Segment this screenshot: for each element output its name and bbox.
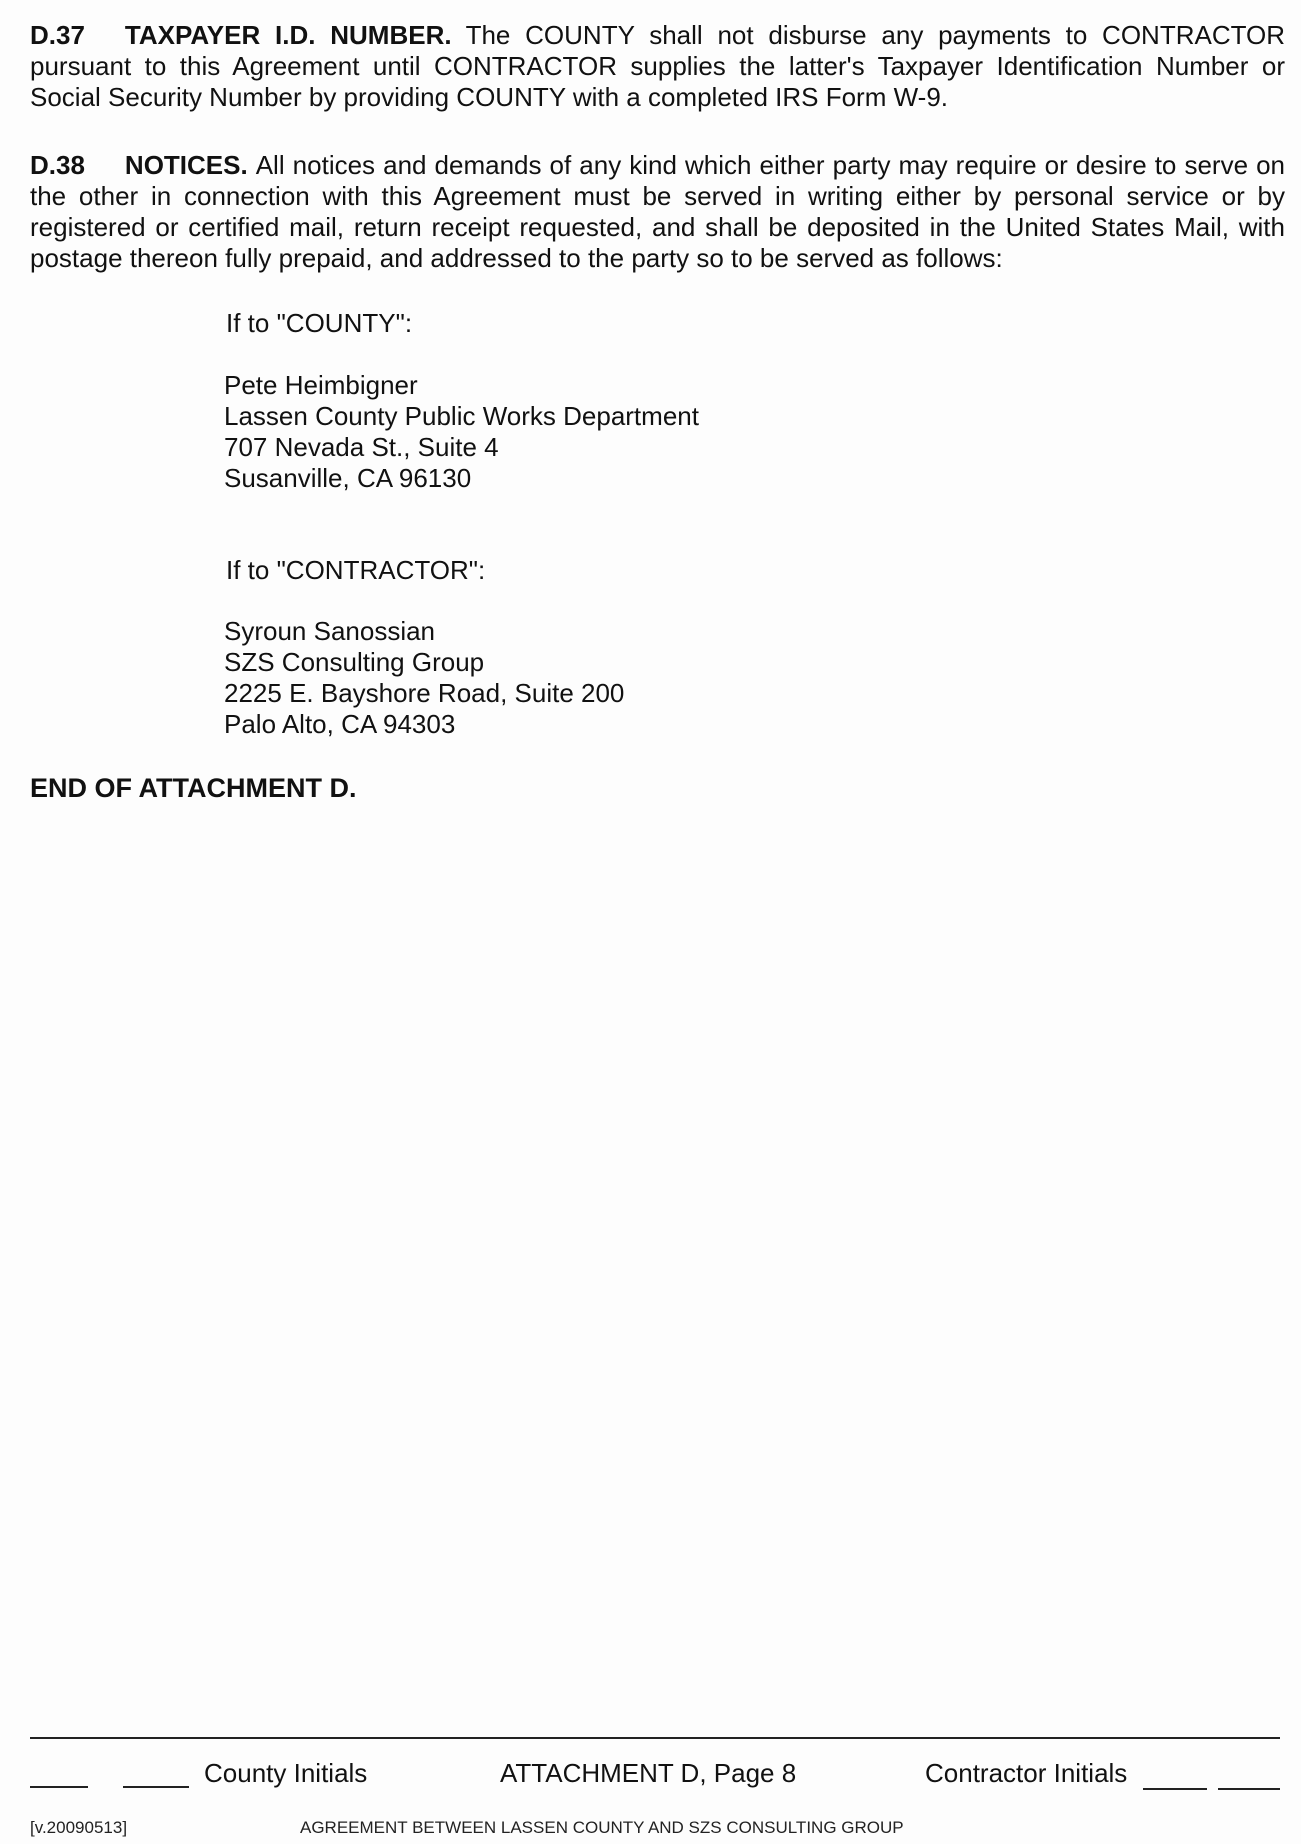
- end-of-attachment: END OF ATTACHMENT D.: [30, 773, 357, 803]
- section-text: All notices and demands of any kind which either party may require or desire to serve on the other in connection with this Agreement must be served in writing either by personal service or by registered or certified mail, return receipt requested, and shall be deposited in the United States Mail, with postage thereon fully prepaid, and addressed to the party so to be served as follows:: [30, 150, 1285, 273]
- contractor-initials-label: Contractor Initials: [925, 1758, 1128, 1788]
- county-address-block: [224, 370, 699, 494]
- agreement-title: AGREEMENT BETWEEN LASSEN COUNTY AND SZS CONSULTING GROUP: [300, 1818, 904, 1837]
- county-org: Lassen County Public Works Department: [224, 401, 699, 431]
- section-d37: [30, 20, 1285, 113]
- section-text: The COUNTY shall not disburse any payments to CONTRACTOR pursuant to this Agreement until CONTRACTOR supplies the latter's Taxpayer Identification Number or Social Security Number by providing COUNTY with a completed IRS Form W-9.: [30, 20, 1286, 112]
- section-number: D.38: [30, 150, 85, 180]
- county-notice-intro: If to "COUNTY":: [226, 308, 413, 338]
- county-contact-name: Pete Heimbigner: [224, 370, 418, 400]
- contractor-initials-blank[interactable]: [1143, 1762, 1207, 1790]
- section-d38: [30, 150, 1285, 274]
- section-heading: TAXPAYER I.D. NUMBER.: [124, 20, 452, 50]
- section-number: D.37: [30, 20, 85, 50]
- page-label: ATTACHMENT D, Page 8: [500, 1758, 797, 1788]
- county-initials-blank[interactable]: [123, 1760, 189, 1788]
- county-initials-blank[interactable]: [30, 1760, 88, 1788]
- contractor-org: SZS Consulting Group: [224, 647, 485, 677]
- county-city: Susanville, CA 96130: [224, 463, 472, 493]
- contractor-street: 2225 E. Bayshore Road, Suite 200: [224, 678, 625, 708]
- contractor-address-block: [224, 616, 624, 740]
- county-street: 707 Nevada St., Suite 4: [224, 432, 499, 462]
- contractor-city: Palo Alto, CA 94303: [224, 709, 456, 739]
- contractor-contact-name: Syroun Sanossian: [224, 616, 436, 646]
- footer-divider: [30, 1737, 1280, 1739]
- contractor-initials-blank[interactable]: [1218, 1762, 1280, 1790]
- county-initials-label: County Initials: [204, 1758, 368, 1788]
- section-heading: NOTICES.: [124, 150, 248, 180]
- contractor-notice-intro: If to "CONTRACTOR":: [226, 555, 486, 585]
- version-stamp: [v.20090513]: [30, 1818, 128, 1837]
